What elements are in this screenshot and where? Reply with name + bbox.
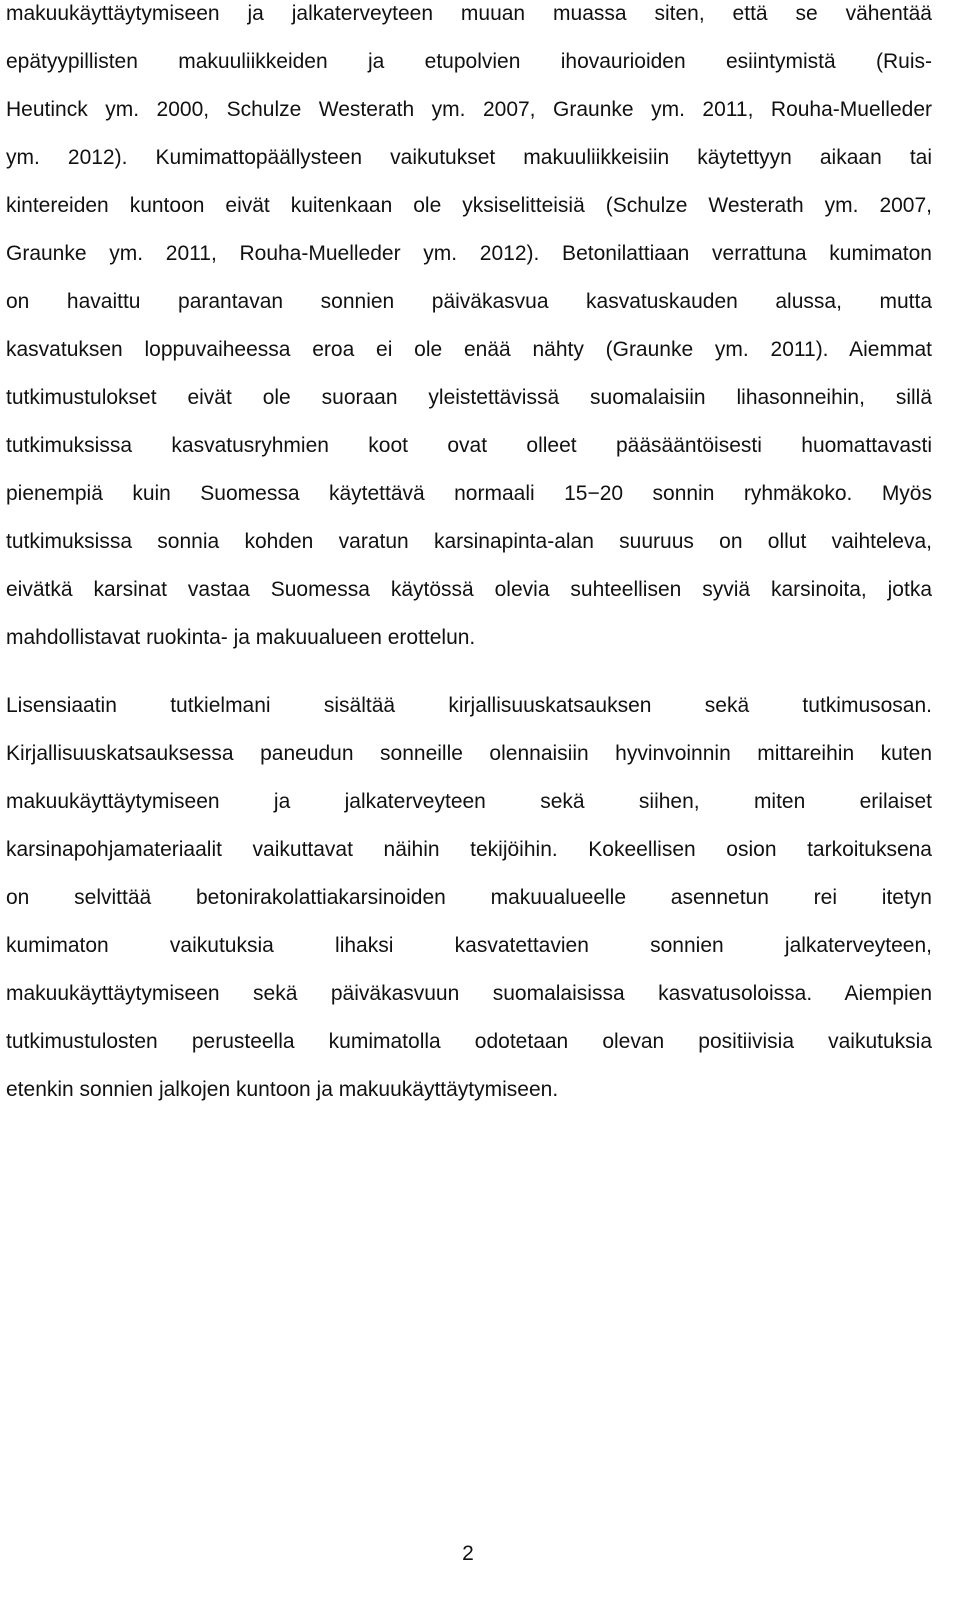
text-line: kumimaton vaikutuksia lihaksi kasvatettavien sonnien jalkaterveyteen, [6,934,932,957]
text-line: kasvatuksen loppuvaiheessa eroa ei ole enää nähty (Graunke ym. 2011). Aiemmat [6,338,932,361]
text-line: Graunke ym. 2011, Rouha-Muelleder ym. 2012). Betonilattiaan verrattuna kumimaton [6,242,932,265]
text-line: tutkimustulosten perusteella kumimatolla odotetaan olevan positiivisia vaikutuksia [6,1030,932,1053]
text-line: epätyypillisten makuuliikkeiden ja etupolvien ihovaurioiden esiintymistä (Ruis- [6,50,932,73]
text-line: tutkimustulokset eivät ole suoraan yleistettävissä suomalaisiin lihasonneihin, sillä [6,386,932,409]
text-line: Lisensiaatin tutkielmani sisältää kirjallisuuskatsauksen sekä tutkimusosan. [6,694,932,717]
text-line: Kirjallisuuskatsauksessa paneudun sonneille olennaisiin hyvinvoinnin mittareihin kuten [6,742,932,765]
paragraph-2 [6,682,932,1114]
paragraph-1 [6,0,932,662]
text-line: mahdollistavat ruokinta- ja makuualueen erottelun. [6,626,476,649]
text-line: makuukäyttäytymiseen ja jalkaterveyteen muuan muassa siten, että se vähentää [6,2,932,25]
text-line: karsinapohjamateriaalit vaikuttavat näihin tekijöihin. Kokeellisen osion tarkoituksena [6,838,932,861]
text-line: kintereiden kuntoon eivät kuitenkaan ole yksiselitteisiä (Schulze Westerath ym. 2007, [6,194,932,217]
page-number: 2 [462,1542,474,1565]
text-line: tutkimuksissa kasvatusryhmien koot ovat olleet pääsääntöisesti huomattavasti [6,434,932,457]
text-line: makuukäyttäytymiseen sekä päiväkasvuun suomalaisissa kasvatusoloissa. Aiempien [6,982,932,1005]
text-line: tutkimuksissa sonnia kohden varatun karsinapinta-alan suuruus on ollut vaihteleva, [6,530,932,553]
text-line: on selvittää betonirakolattiakarsinoiden makuualueelle asennetun rei itetyn [6,886,932,909]
text-line: pienempiä kuin Suomessa käytettävä normaali 15−20 sonnin ryhmäkoko. Myös [6,482,932,505]
text-line: on havaittu parantavan sonnien päiväkasvua kasvatuskauden alussa, mutta [6,290,932,313]
text-line: etenkin sonnien jalkojen kuntoon ja makuukäyttäytymiseen. [6,1078,559,1101]
text-line: Heutinck ym. 2000, Schulze Westerath ym. 2007, Graunke ym. 2011, Rouha-Muelleder [6,98,932,121]
text-line: eivätkä karsinat vastaa Suomessa käytössä olevia suhteellisen syviä karsinoita, jotka [6,578,932,601]
text-line: makuukäyttäytymiseen ja jalkaterveyteen sekä siihen, miten erilaiset [6,790,932,813]
text-line: ym. 2012). Kumimattopäällysteen vaikutukset makuuliikkeisiin käytettyyn aikaan tai [6,146,932,169]
